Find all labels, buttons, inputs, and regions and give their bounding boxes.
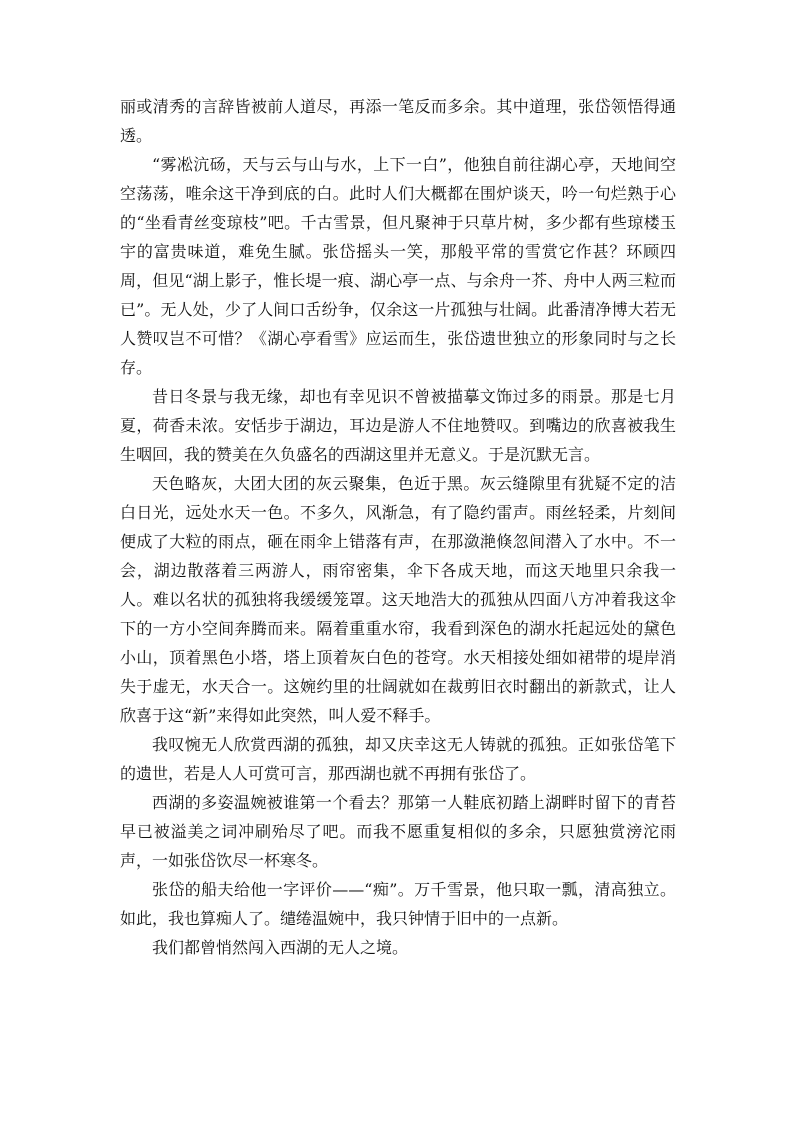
paragraph-3: 昔日冬景与我无缘，却也有幸见识不曾被描摹文饰过多的雨景。那是七月夏，荷香未浓。安恬步于湖边，耳边是游人不住地赞叹。到嘴边的欣喜被我生生咽回，我的赞美在久负盛名的西湖这里并无意义。于是沉默无言。 bbox=[120, 387, 676, 464]
paragraph-5: 我叹惋无人欣赏西湖的孤独，却又庆幸这无人铸就的孤独。正如张岱笔下的遗世，若是人人可赏可言，那西湖也就不再拥有张岱了。 bbox=[120, 735, 676, 783]
document-page bbox=[120, 92, 676, 962]
paragraph-6: 西湖的多姿温婉被谁第一个看去？那第一人鞋底初踏上湖畔时留下的青苔早已被溢美之词冲刷殆尽了吧。而我不愿重复相似的多余，只愿独赏滂沱雨声，一如张岱饮尽一杯寒冬。 bbox=[120, 793, 676, 870]
paragraph-2: “雾凇沆砀，天与云与山与水，上下一白”，他独自前往湖心亭，天地间空空荡荡，唯余这干净到底的白。此时人们大概都在围炉谈天，吟一句烂熟于心的“坐看青丝变琼枝”吧。千古雪景，但凡聚神于只草片树，多少都有些琼楼玉宇的富贵味道，难免生腻。张岱摇头一笑，那般平常的雪赏它作甚？环顾四周，但见“湖上影子，惟长堤一痕、湖心亭一点、与余舟一芥、舟中人两三粒而已”。无人处，少了人间口舌纷争，仅余这一片孤独与壮阔。此番清净博大若无人赞叹岂不可惜？《湖心亭看雪》应运而生，张岱遗世独立的形象同时与之长存。 bbox=[120, 155, 676, 377]
paragraph-1: 丽或清秀的言辞皆被前人道尽，再添一笔反而多余。其中道理，张岱领悟得通透。 bbox=[120, 97, 676, 145]
paragraph-8: 我们都曾悄然闯入西湖的无人之境。 bbox=[152, 938, 409, 957]
paragraph-4: 天色略灰，大团大团的灰云聚集，色近于黑。灰云缝隙里有犹疑不定的洁白日光，远处水天一色。不多久，风渐急，有了隐约雷声。雨丝轻柔，片刻间便成了大粒的雨点，砸在雨伞上错落有声，在那潋滟倏忽间潜入了水中。不一会，湖边散落着三两游人，雨帘密集，伞下各成天地，而这天地里只余我一人。难以名状的孤独将我缓缓笼罩。这天地浩大的孤独从四面八方冲着我这伞下的一方小空间奔腾而来。隔着重重水帘，我看到深色的湖水托起远处的黛色小山，顶着黑色小塔，塔上顶着灰白色的苍穹。水天相接处细如裙带的堤岸消失于虚无，水天合一。这婉约里的壮阔就如在裁剪旧衣时翻出的新款式，让人欣喜于这“新”来得如此突然，叫人爱不释手。 bbox=[120, 474, 676, 725]
paragraph-7: 张岱的船夫给他一字评价——“痴”。万千雪景，他只取一瓢，清高独立。如此，我也算痴人了。缱绻温婉中，我只钟情于旧中的一点新。 bbox=[120, 880, 676, 928]
